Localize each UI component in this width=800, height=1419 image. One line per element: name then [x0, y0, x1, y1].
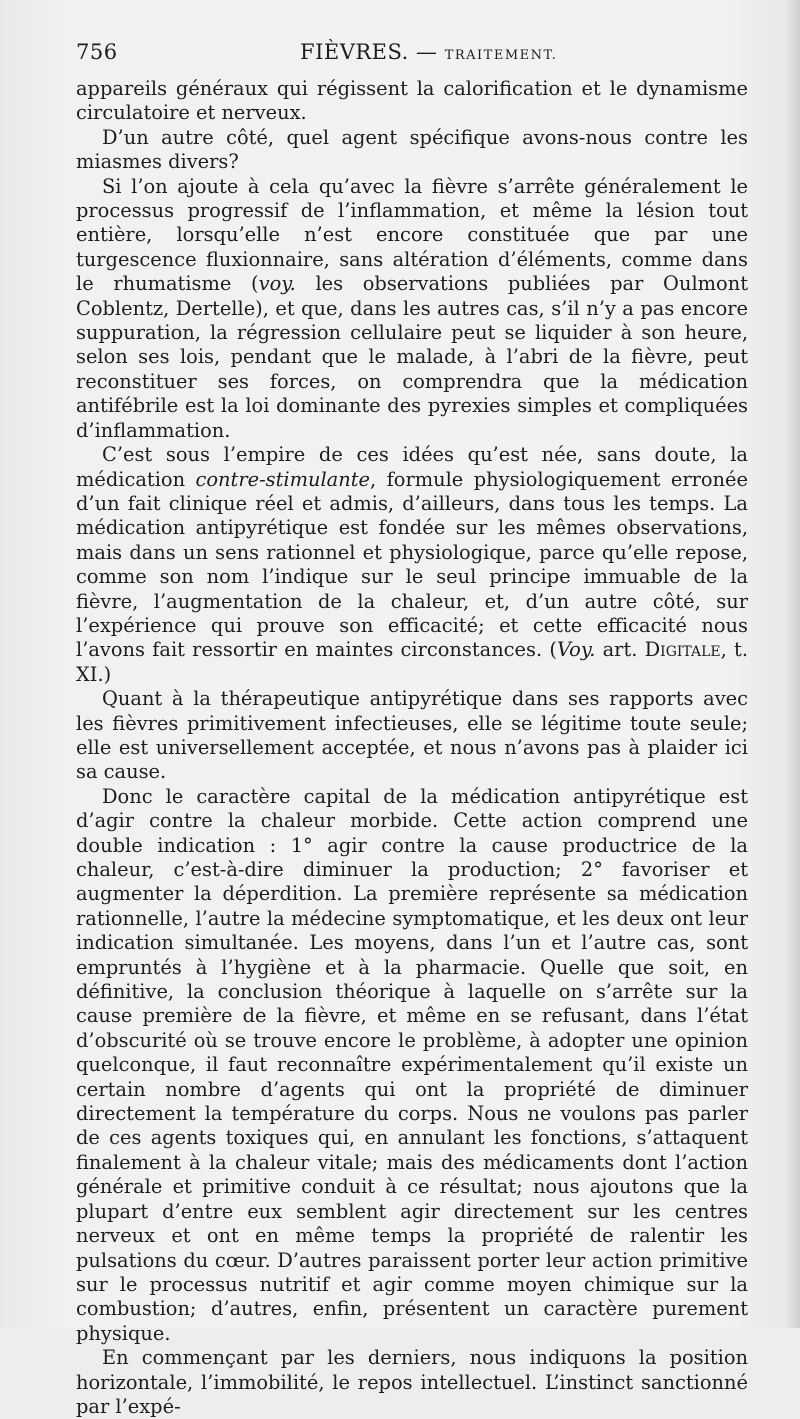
header-section: TRAITEMENT.: [444, 48, 558, 63]
text-segment: les observations publiées par Oulmont Coblentz, Dertelle), et que, dans les autres cas, s’il n’y a pas encore suppuration, la régression cellulaire peut se liquider à son heure, selon ses lois, pendant que le malade, à l’abri de la fièvre, peut reconstituer ses forces, on comprendra que la médication antifébrile est la loi dominante des pyrexies simples et compliquées d’inflammation.: [76, 272, 748, 442]
paragraph: [76, 687, 748, 785]
text-segment: , formule physiologiquement erronée d’un fait clinique réel et admis, d’ailleurs, dans tous les temps. La médication antipyrétique est fondée sur les mêmes observations, mais dans un sens rationnel et physiologique, parce qu’elle repose, comme son nom l’indique sur le seul principe immuable de la fièvre, l’augmentation de la chaleur, et, d’un autre côté, sur l’expérience qui prouve son efficacité; et cette efficacité nous l’avons fait ressortir en maintes circonstances. (: [76, 467, 748, 662]
page-gutter-shadow: [786, 0, 800, 1328]
text-segment: art.: [595, 638, 645, 662]
text-segment: C’est sous l’empire de ces idées qu’est née, sans doute, la médication: [76, 443, 748, 491]
text-segment: En commençant par les derniers, nous indiquons la position horizontale, l’immobilité, le repos intellectuel. L’instinct sanctionné par l’expé-: [76, 1346, 748, 1418]
text-segment: contre-stimulante: [195, 467, 370, 491]
body-text: [76, 77, 748, 1419]
paragraph: [76, 443, 748, 687]
text-segment: Digitale: [644, 638, 721, 662]
text-segment: Voy.: [556, 638, 596, 662]
page-number: 756: [76, 40, 118, 64]
header-dash: —: [408, 40, 445, 64]
text-segment: D’un autre côté, quel agent spécifique avons-nous contre les miasmes divers?: [76, 125, 748, 174]
running-header: [76, 36, 748, 76]
paragraph: [76, 126, 748, 175]
text-segment: voy.: [258, 272, 296, 296]
header-title: FIÈVRES.: [300, 40, 409, 64]
text-segment: Donc le caractère capital de la médication antipyrétique est d’agir contre la chaleur morbide. Cette action comprend une double indication : 1° agir contre la cause productrice de la chaleur, c’est-à-dire diminuer la production; 2° favoriser et augmenter la déperdition. La première représente sa médication rationnelle, l’autre la médecine symptomatique, et les deux ont leur indication simultanée. Les moyens, dans l’un et l’autre cas, sont empruntés à l’hygiène et à la pharmacie. Quelle que soit, en définitive, la conclusion théorique à laquelle on s’arrête sur la cause première de la fièvre, et même en se refusant, dans l’état d’obscurité où se trouve encore le problème, à adopter une opinion quelconque, il faut reconnaître expérimentalement qu’il existe un certain nombre d’agents qui ont la propriété de diminuer directement la température du corps. Nous ne voulons pas parler de ces agents toxiques qui, en annulant les fonctions, s’attaquent finalement à la chaleur vitale; mais des médicaments dont l’action générale et primitive conduit à ce résultat; nous ajoutons que la plupart d’entre eux semblent agir directement sur les centres nerveux et ont en même temps la propriété de ralentir les pulsations du cœur. D’autres paraissent porter leur action primitive sur le processus nutritif et agir comme moyen chimique sur la combustion; d’autres, enfin, présentent un caractère purement physique.: [76, 784, 748, 1345]
text-segment: Si l’on ajoute à cela qu’avec la fièvre s’arrête généralement le processus progressif de l’inflammation, et même la lésion tout entière, lorsqu’elle n’est encore constituée que par une turgescence fluxionnaire, sans altération d’éléments, comme dans le rhumatisme (: [76, 174, 748, 296]
running-title: [300, 40, 557, 64]
text-segment: appareils généraux qui régissent la calorification et le dynamisme circulatoire et nerveux.: [76, 77, 748, 125]
text-segment: , t. XI.): [76, 638, 748, 686]
paragraph: [76, 1346, 748, 1419]
paragraph: [76, 785, 748, 1346]
paragraph: [76, 175, 748, 443]
paragraph: [76, 77, 748, 126]
text-segment: Quant à la thérapeutique antipyrétique dans ses rapports avec les fièvres primitivement infectieuses, elle se légitime toute seule; elle est universellement acceptée, et nous n’avons pas à plaider ici sa cause.: [76, 687, 748, 784]
